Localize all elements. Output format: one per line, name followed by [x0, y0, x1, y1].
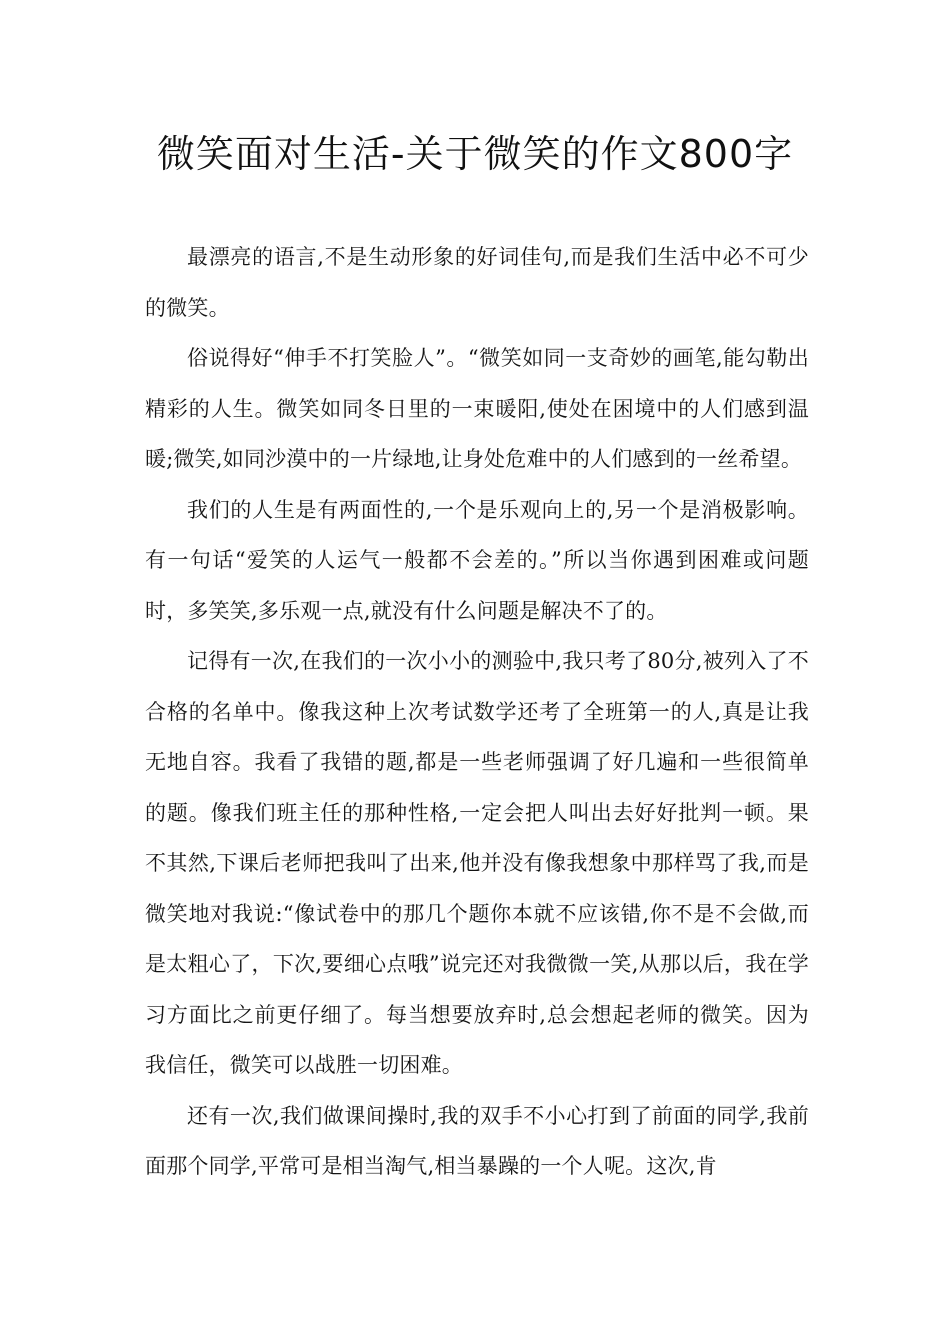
- document-body: [145, 232, 809, 1192]
- paragraph: 还有一次,我们做课间操时,我的双手不小心打到了前面的同学,我前面那个同学,平常可是相当淘气,相当暴躁的一个人呢。这次,肯: [145, 1103, 809, 1178]
- paragraph: 最漂亮的语言,不是生动形象的好词佳句,而是我们生活中必不可少的微笑。: [145, 245, 809, 320]
- paragraph: 俗说得好“伸手不打笑脸人”。“微笑如同一支奇妙的画笔,能勾勒出精彩的人生。微笑如同冬日里的一束暖阳,使处在困境中的人们感到温暖;微笑,如同沙漠中的一片绿地,让身处危难中的人们感到的一丝希望。: [145, 346, 809, 471]
- paragraph: 记得有一次,在我们的一次小小的测验中,我只考了80分,被列入了不合格的名单中。像我这种上次考试数学还考了全班第一的人,真是让我无地自容。我看了我错的题,都是一些老师强调了好几遍和一些很简单的题。像我们班主任的那种性格,一定会把人叫出去好好批判一顿。果不其然,下课后老师把我叫了出来,他并没有像我想象中那样骂了我,而是微笑地对我说:“像试卷中的那几个题你本就不应该错,你不是不会做,而是太粗心了，下次,要细心点哦”说完还对我微微一笑,从那以后，我在学习方面比之前更仔细了。每当想要放弃时,总会想起老师的微笑。因为我信任，微笑可以战胜一切困难。: [145, 649, 809, 1077]
- document-title: 微笑面对生活-关于微笑的作文800字: [156, 132, 794, 176]
- paragraph: 我们的人生是有两面性的,一个是乐观向上的,另一个是消极影响。有一句话“爱笑的人运气一般都不会差的。”所以当你遇到困难或问题时，多笑笑,多乐观一点,就没有什么问题是解决不了的。: [145, 497, 809, 623]
